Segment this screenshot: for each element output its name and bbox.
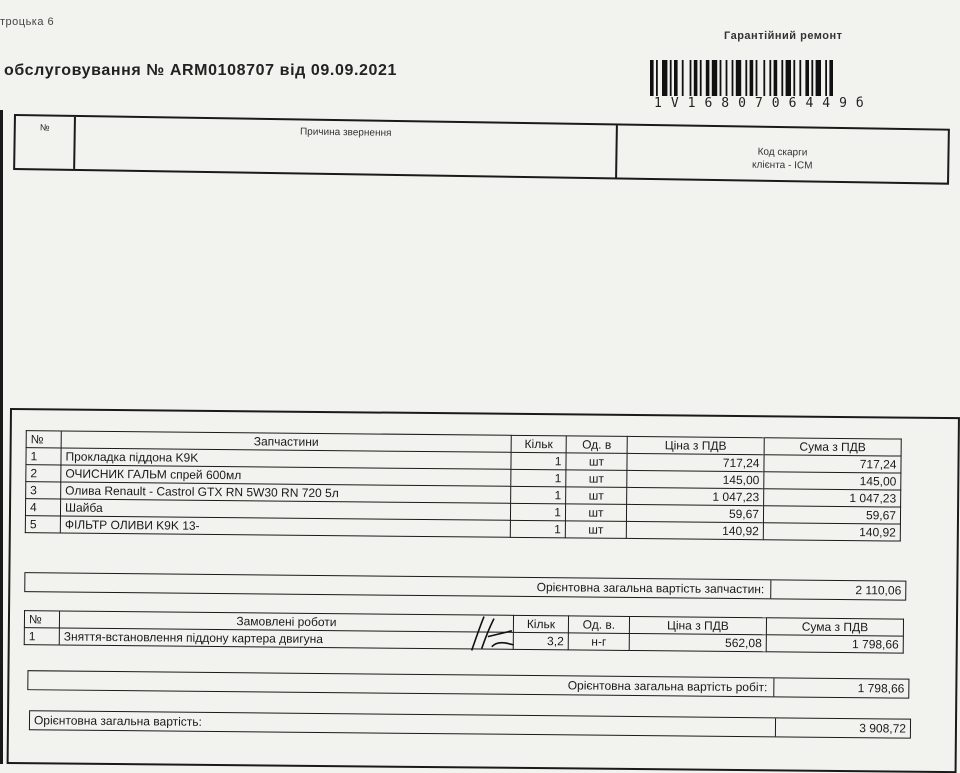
parts-cell-qty: 1 <box>511 486 566 504</box>
parts-cell-price: 145,00 <box>627 470 764 488</box>
parts-cell-price: 717,24 <box>627 453 764 471</box>
parts-head-unit: Од. в <box>566 436 627 454</box>
barcode-bar <box>774 60 778 96</box>
barcode-bar <box>712 60 717 96</box>
parts-total-row <box>24 572 906 600</box>
barcode-bar <box>816 60 821 96</box>
complaint-code-line1: Код скарги <box>757 146 808 159</box>
works-cell-price: 562,08 <box>629 633 766 651</box>
works-head-price: Ціна з ПДВ <box>629 616 766 634</box>
barcode-bar <box>811 60 813 96</box>
parts-cell-unit: шт <box>566 453 627 471</box>
parts-cell-sum: 140,92 <box>763 523 900 541</box>
parts-head-sum: Сума з ПДВ <box>764 438 901 456</box>
barcode-bar <box>726 60 728 96</box>
barcode-bar <box>756 60 758 96</box>
barcode-bar <box>720 60 722 96</box>
barcode-bar <box>700 60 702 96</box>
parts-total-value: 2 110,06 <box>855 583 902 598</box>
parts-table <box>25 430 902 541</box>
barcode-bar <box>736 60 741 96</box>
parts-cell-no: 1 <box>26 448 61 465</box>
barcode-bar <box>745 60 747 96</box>
barcode-bar <box>750 60 754 96</box>
works-cell-name: Зняття-встановлення піддону картера двигуна <box>59 628 513 649</box>
works-head-unit: Од. в. <box>568 616 629 634</box>
parts-cell-no: 3 <box>26 482 61 499</box>
address-fragment: троцька 6 <box>0 16 55 28</box>
barcode-bar <box>732 60 734 96</box>
works-head-qty: Кільк <box>513 615 568 633</box>
parts-cell-no: 4 <box>25 499 60 516</box>
works-head-no: № <box>24 611 59 628</box>
works-cell-sum: 1 798,66 <box>766 635 903 653</box>
parts-cell-unit: шт <box>565 504 626 522</box>
parts-cell-no: 2 <box>26 465 61 482</box>
grand-total-value: 3 908,72 <box>859 721 907 736</box>
barcode <box>650 60 912 96</box>
works-head-sum: Сума з ПДВ <box>766 618 903 636</box>
complaint-table <box>13 114 950 185</box>
parts-cell-sum: 59,67 <box>763 506 900 524</box>
barcode-bar <box>769 60 771 96</box>
barcode-bar <box>656 60 658 96</box>
parts-cell-qty: 1 <box>510 503 565 521</box>
parts-cell-qty: 1 <box>511 469 566 487</box>
barcode-bar <box>793 60 795 96</box>
parts-cell-sum: 145,00 <box>764 472 901 490</box>
barcode-number: 1V1680706449б <box>654 96 873 111</box>
parts-cell-qty: 1 <box>511 452 566 470</box>
handwritten-signature <box>458 612 518 653</box>
works-total-row <box>27 670 909 698</box>
parts-head-price: Ціна з ПДВ <box>627 436 764 454</box>
parts-cell-unit: шт <box>566 487 627 505</box>
works-cell-no: 1 <box>24 628 59 645</box>
barcode-bar <box>670 60 672 96</box>
works-cell-qty: 3,2 <box>513 632 568 650</box>
parts-head-qty: Кільк <box>511 435 566 453</box>
barcode-bar <box>786 60 791 96</box>
parts-cell-sum: 717,24 <box>764 455 901 473</box>
grand-total-row <box>29 710 911 738</box>
parts-cell-qty: 1 <box>510 520 565 538</box>
complaint-code-line2: клієнта - ICM <box>751 159 813 172</box>
complaint-col-reason: Причина звернення <box>75 117 618 178</box>
parts-cell-no: 5 <box>25 516 60 533</box>
page-edge-line <box>0 110 3 764</box>
parts-cell-price: 140,92 <box>626 521 763 539</box>
parts-total-label: Орієнтовна загальна вартість запчастин: <box>25 573 771 598</box>
barcode-bar <box>662 60 667 96</box>
parts-cell-name: ОЧИСНИК ГАЛЬМ спрей 600мл <box>61 465 511 486</box>
parts-cell-name: Прокладка піддона K9K <box>61 448 511 469</box>
works-total-label: Орієнтовна загальна вартість робіт: <box>28 671 774 696</box>
barcode-bar <box>805 60 809 96</box>
cost-section <box>7 408 960 773</box>
parts-cell-unit: шт <box>565 521 626 539</box>
barcode-bar <box>694 60 698 96</box>
works-cell-unit: н-г <box>568 633 629 651</box>
document-title: обслуговування № ARM0108707 від 09.09.2021 <box>4 62 398 79</box>
barcode-bar <box>706 60 710 96</box>
complaint-col-no: № <box>15 116 76 169</box>
grand-total-label: Орієнтовна загальна вартість: <box>30 711 776 736</box>
barcode-bar <box>690 60 692 96</box>
parts-cell-price: 1 047,23 <box>627 487 764 505</box>
parts-head-no: № <box>26 431 61 448</box>
parts-cell-price: 59,67 <box>626 504 763 522</box>
barcode-bar <box>682 60 684 96</box>
barcode-bar <box>674 60 678 96</box>
barcode-bar <box>825 60 827 96</box>
parts-cell-name: ФІЛЬТР ОЛИВИ K9K 13- <box>60 516 510 537</box>
barcode-bar <box>781 60 783 96</box>
parts-cell-name: Олива Renault - Castrol GTX RN 5W30 RN 720 5л <box>61 482 511 503</box>
barcode-bar <box>829 60 833 96</box>
warranty-label: Гарантійний ремонт <box>724 30 843 42</box>
parts-cell-name: Шайба <box>60 499 510 520</box>
works-total-value: 1 798,66 <box>857 681 905 696</box>
parts-cell-unit: шт <box>566 470 627 488</box>
barcode-bar <box>763 60 765 96</box>
barcode-bar <box>650 60 654 96</box>
barcode-bar <box>799 60 801 96</box>
parts-head-name: Запчастини <box>61 431 511 452</box>
works-head-name: Замовлені роботи <box>59 611 513 632</box>
complaint-col-code <box>617 125 948 182</box>
parts-cell-sum: 1 047,23 <box>764 489 901 507</box>
